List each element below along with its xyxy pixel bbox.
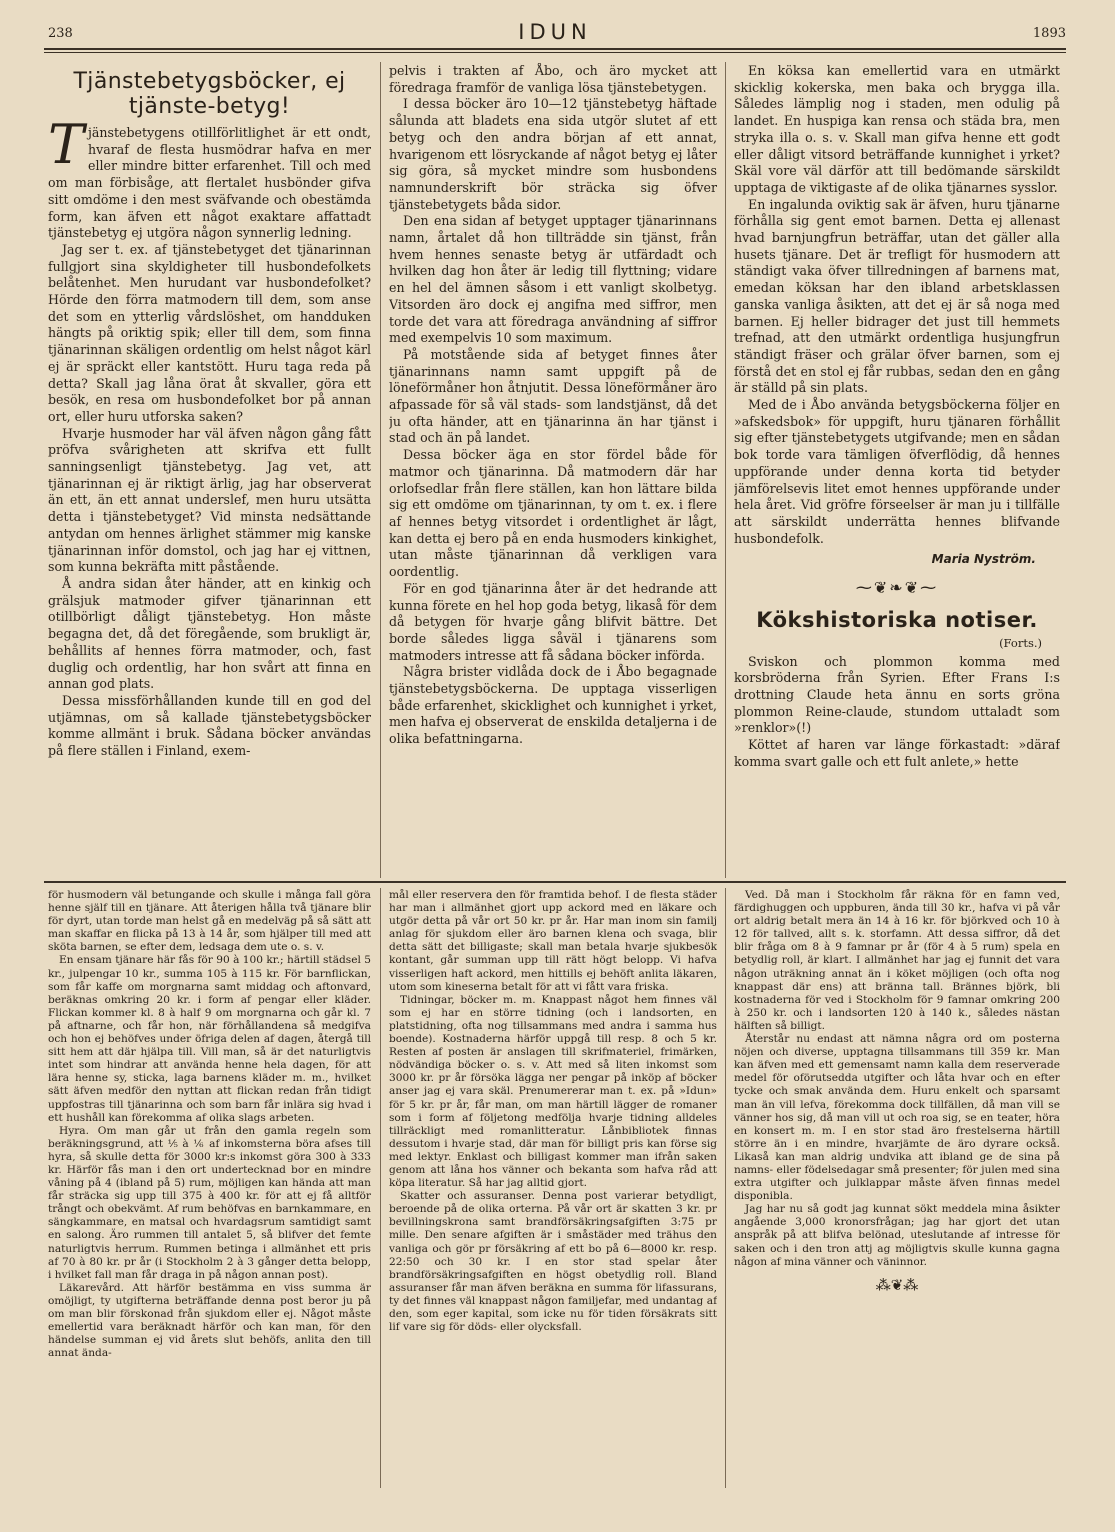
budget-column-3 [734, 889, 1060, 1497]
article-paragraph: Den ena sidan af betyget upptager tjänarinnans namn, årtalet då hon tillträdde sin tjänst, från hvem hennes senaste betyg är utfärdadt och hvilken dag hon åter är ledig till flyttning; vidare en hel del ämnen såsom i ett vanligt skolbetyg. Vitsorden äro dock ej angifna med siffror, men torde det vara att föredraga användning af siffror med exempelvis 10 som maximum. [389, 213, 717, 346]
budget-paragraph: En ensam tjänare här fås för 90 à 100 kr.; härtill städsel 5 kr., julpengar 10 kr., summa 105 à 115 kr. För barnflickan, som får kaffe om morgnarna samt middag och aftonvard, beräknas omkring 20 kr. i form af pengar eller kläder. Flickan kommer kl. 8 à half 9 om morgnarna och går kl. 7 på aftnarne, och får hon, när förhållandena så medgifva och hon ej behöfves under öfriga delen af dagen, återgå till sitt hem att där hjälpa till. Vill man, så är det naturligtvis intet som hindrar att använda henne hela dagen, för att lära henne sy, sticka, laga barnens kläder m. m., hvilket sätt äfven medför den nyttan att flickan redan från tidigt uppfostras till tjänarinna och som barn får inlära sig hvad i ett hushåll kan förekomma af olika slags arbeten. [48, 954, 371, 1124]
article-paragraph: På motstående sida af betyget finnes åter tjänarinnans namn samt uppgift på de löneförmåner hon åtnjutit. Dessa löneförmåner äro afpassade för så väl stads- som landstjänst, då det ju ofta händer, att en tjänarinna än har tjänst i stad och än på landet. [389, 346, 717, 446]
article-paragraph: En köksa kan emellertid vara en utmärkt skicklig kokerska, men baka och brygga illa. Således lämplig nog i staden, men odulig på landet. En huspiga kan rensa och städa bra, men stryka illa o. s. v. Skall man gifva henne ett godt eller dåligt vitsord beträffande kunnighet i yrket? Skäl vore väl därför att till bedömande särskildt upptaga de viktigaste af de olika tjänarnes sysslor. [734, 63, 1060, 195]
article-paragraph: Å andra sidan åter händer, att en kinkig och grälsjuk matmoder gifver tjänarinnan ett otillbörligt dåligt tjänstebetyg. Hon måste begagna det, då det föregående, som brukligt är, behållits af hennes förra matmoder, och, fast duglig och ordentlig, har hon svårt att finna en annan god plats. [48, 575, 371, 692]
column-divider [380, 888, 381, 1488]
article-paragraph: En ingalunda oviktig sak är äfven, huru tjänarne förhålla sig gent emot barnen. Detta ej allenast hvad barnjungfrun beträffar, utan det gäller alla husets tjänare. Det är trefligt för husmodern att ständigt vaka öfver tillredningen af barnens mat, emedan köksan har den ibland arbetsklassen ganska vanliga åsikten, att det ej är så noga med barnen. Ej heller bidrager det just till hemmets trefnad, att den utmärkt ordentliga husjungfrun ständigt fräser och grälar öfver barnen, som ej förstå det en stol ej får rubbas, sedan den en gång är ställd på sin plats. [734, 196, 1060, 396]
article-paragraph: I dessa böcker äro 10—12 tjänstebetyg häftade sålunda att bladets ena sida utgör slutet af ett betyg och den andra början af ett annat, hvarigenom ett lösryckande af något betyg ej låter sig göra, så mycket mindre som husbondens namnunderskrift bör sträcka sig öfver tjänstebetygets båda sidor. [389, 96, 717, 212]
budget-paragraph: Ved. Då man i Stockholm får räkna för en famn ved, färdighuggen och uppburen, ända till 30 kr., hafva vi på vår ort aldrig betalt mera än 14 à 16 kr. för björkved och 10 à 12 för tallved, allt s. k. storfamn. Att dessa siffror, då det blir fråga om 8 à 9 famnar pr år (för 4 à 5 rum) spela en betydlig roll, är klart. I allmänhet har jag ej funnit det vara någon uträkning annat än i köket möjligen (och ofta nog knappast där ens) att bränna tall. Brännes björk, bli kostnaderna för ved i Stockholm för 9 famnar omkring 200 à 250 kr. och i landsorten 120 à 140 k., således nästan hälften så billigt. [734, 889, 1060, 1032]
masthead-title: IDUN [518, 20, 592, 44]
drop-cap: T [48, 113, 85, 176]
header-rule-thin [44, 52, 1066, 53]
column-divider [725, 888, 726, 1488]
article-paragraph: pelvis i trakten af Åbo, och äro mycket att föredraga framför de vanliga lösa tjänstebetygen. [389, 63, 717, 95]
article-paragraph: För en god tjänarinna åter är det hedrande att kunna förete en hel hop goda betyg, likaså för dem då betygen för hvarje gång blifvit bättre. Det borde således ligga såväl i tjänarens som matmoders intresse att få sådana böcker införda. [389, 580, 717, 663]
author-signature: Maria Nyström. [931, 552, 1036, 567]
budget-paragraph: Tidningar, böcker m. m. Knappast något hem finnes väl som ej har en större tidning (och i landsorten, en platstidning, ofta nog tillsammans med andra i samma hus boende). Kostnaderna härför uppgå till resp. 8 och 5 kr. Resten af posten är anslagen till skrifmateriel, frimärken, nödvändiga böcker o. s. v. Att med så liten inkomst som 3000 kr. pr år försöka lägga ner pengar på inköp af böcker anser jag ej vara skäl. Prenumererar man t. ex. på »Idun» för 5 kr. pr år, får man, om man härtill lägger de romaner som i form af följetong medfölja hvarje tidning alldeles tillräckligt med romanlitteratur. Lånbibliotek finnas dessutom i hvarje stad, där man för billigt pris kan förse sig med lektyr. Enklast och billigast kommer man ifrån saken genom att låna hos vänner och bekanta som hafva råd att köpa literatur. Så har jag alltid gjort. [389, 993, 717, 1190]
budget-paragraph: för husmodern väl betungande och skulle i många fall göra henne själf till en tjänare. Att återigen hålla två tjänare blir för dyrt, utan torde man helst gå en medelväg på så sätt att man skaffar en flicka på 13 à 14 år, som hjälper till med att sköta barnen, se efter dem, ledsaga dem ute o. s. v. [48, 889, 371, 954]
page-number: 238 [48, 26, 73, 41]
column-divider [725, 62, 726, 878]
article-paragraph: Jag ser t. ex. af tjänstebetyget det tjänarinnan fullgjort sina skyldigheter till husbondefolkets belåtenhet. Men hurudant var husbondefolket? Hörde den förra matmodern till dem, som anse det som en ytterlig vårdslöshet, om handduken hängts på oriktig spik; eller till dem, som finna tjänarinnan skäligen ordentlig om helst något kärl ej är spräckt eller kantstött. Huru taga reda på detta? Skall jag låna örat åt skvaller, göra ett besök, en resa om husbondefolket bor på annan ort, eller huru utforska saken? [48, 241, 371, 424]
publication-year: 1893 [1032, 26, 1066, 41]
budget-paragraph: mål eller reservera den för framtida behof. I de flesta städer har man i allmänhet gjort upp ackord med en läkare och utgör detta på vår ort 50 kr. pr år. Har man inom sin familj anlag för sjukdom eller äro barnen klena och svaga, blir detta sätt det billigaste; skall man betala hvarje sjukbesök kontant, går summan upp till rätt högt belopp. Vi hafva visserligen haft ackord, men hittills ej behöft anlita läkaren, utom som kineserna betalt för att vi fått vara friska. [389, 889, 717, 993]
section-title: Kökshistoriska notiser. [756, 607, 1038, 632]
article-first-paragraph: T jänstebetygens otillförlitlighet är ett ondt, hvaraf de flesta husmödrar hafva en mer eller mindre bitter erfarenhet. Till och med om man förbisåge, att flertalet husbönder gifva sitt omdöme i den mest sväfvande och obestämda form, kan äfven ett något exaktare affattadt tjänstebetyg ej utgöra någon synnerlig ledning. [48, 113, 371, 241]
section-separator-rule [44, 881, 1066, 883]
header-rule-thick [44, 48, 1066, 50]
budget-paragraph: Jag har nu så godt jag kunnat sökt meddela mina åsikter angående 3,000 kronorsfrågan; jag har gjort det utan anspråk på att blifva belönad, uteslutande af intresse för saken och i den tron attj ag möjligtvis skulle kunna gagna någon af mina vänner och väninnor. [734, 1203, 1060, 1268]
section-ornament: ⁓❦❧❦⁓ [855, 578, 939, 598]
section-paragraph: Köttet af haren var länge förkastadt: »däraf komma svart galle och ett fult anlete,» hette [734, 737, 1060, 769]
article-paragraph: Hvarje husmoder har väl äfven någon gång fått pröfva svårigheten att skrifva ett fullt sanningsenligt tjänstebetyg. Jag vet, att tjänarinnan ej är riktigt ärlig, jag har observerat än ett, än ett annat underslef, men huru utsätta detta i tjänstebetyget? Vid minsta nedsättande antydan om hennes ärlighet stämmer mig kanske tjänarinnan inför domstol, och jag har ej vittnen, som kunna bekräfta mitt påstående. [48, 425, 371, 575]
continued-label: (Forts.) [999, 635, 1042, 650]
budget-paragraph: Hyra. Om man går ut från den gamla regeln som beräkningsgrund, att ⅕ à ⅙ af inkomsterna böra afses till hyra, så skulle detta för 3000 kr:s inkomst göra 300 à 333 kr. Härför fås man i den ort undertecknad bor en mindre våning på 4 (ibland på 5) rum, möjligen kan hända att man får sträcka sig upp till 375 à 400 kr. för att ej få alltför trångt och obekvämt. Af rum behöfvas en barnkammare, en sängkammare, en matsal och hvardagsrum samtidigt samt en salong. Äro rummen till antalet 5, så blifver det femte naturligtvis herrum. Rummen betinga i allmänhet ett pris af 70 à 80 kr. pr år (i Stockholm 2 à 3 gånger detta belopp, i hvilket fall man får draga in på någon annan post). [48, 1124, 371, 1281]
budget-paragraph: Läkarevård. Att härför bestämma en viss summa är omöjligt, ty utgifterna beträffande denna post beror ju på om man blir förskonad från sjukdom eller ej. Något måste emellertid vara beräknadt härför och kan man, för den händelse summan ej vid årets slut behöfs, anlita den till annat ända- [48, 1281, 371, 1360]
budget-column-1 [48, 889, 371, 1497]
article-title: Tjänstebetygsböcker, ej tjänste-betyg! [73, 69, 346, 119]
budget-column-2 [389, 889, 717, 1497]
article-paragraph: Dessa böcker äga en stor fördel både för matmor och tjänarinna. Då matmodern där har orlofsedlar från flere ställen, kan hon lättare bilda sig ett omdöme om tjänarinnan, ty om t. ex. i flere af hennes betyg vitsordet i ordentlighet är lågt, kan detta ej bero på en enda husmoders kinkighet, utan måste tjänarinnan då verkligen vara oordentlig. [389, 447, 717, 580]
article-column-3 [734, 63, 1060, 881]
article-paragraph: Med de i Åbo använda betygsböckerna följer en »afskedsbok» för uppgift, huru tjänaren förhållit sig efter tjänstebetygets utgifvande; men en sådan bok torde vara tämligen öfverflödig, då hennes uppförande under denna korta tid betyder jämförelsevis litet emot hennes uppförande under hela året. Vid gröfre förseelser är man ju i tillfälle att särskildt underrätta hennes blifvande husbondefolk. [734, 397, 1060, 546]
budget-paragraph: Återstår nu endast att nämna några ord om posterna nöjen och diverse, upptagna tillsammans till 359 kr. Man kan äfven med ett gemensamt namn kalla dem reserverade medel för oförutsedda utgifter och låta hvar och en efter tycke och smak använda dem. Huru enkelt och sparsamt man än vill lefva, förekomma dock tillfällen, då man vill se vänner hos sig, då man vill ut och roa sig, se en teater, höra en konsert m. m. I en stor stad äro frestelserna härtill större än i en mindre, hvarjämte de äro dyrare också. Likaså kan man aldrig undvika att ibland ge de sina på namns- eller födelsedagar små presenter; för julen med sina extra utgifter och julklappar måste äfven finnas medel disponibla. [734, 1033, 1060, 1203]
section-paragraph: Sviskon och plommon komma med korsbröderna från Syrien. Efter Frans I:s drottning Claude heta ännu en sorts gröna plommon Reine-claude, stundom uttaladt som »renklor»(!) [734, 653, 1060, 736]
closing-ornament: ⁂❦⁂ [875, 1275, 919, 1294]
article-paragraph: Några brister vidlåda dock de i Åbo begagnade tjänstebetygsböckerna. De upptaga visserligen både erfarenhet, skicklighet och kunnighet i yrket, men hafva ej observerat de enskilda detaljerna i de olika befattningarna. [389, 664, 717, 747]
page-header [40, 20, 1070, 48]
column-divider [380, 62, 381, 878]
article-column-2 [389, 63, 717, 881]
article-column-1 [48, 63, 371, 881]
budget-paragraph: Skatter och assuranser. Denna post varierar betydligt, beroende på de olika orterna. På vår ort är skatten 3 kr. pr bevillningskrona samt brandförsäkringsafgiften 3:75 pr mille. Den senare afgiften är i småstäder med trähus den vanliga och gör pr försäkring af ett bo på 6—8000 kr. resp. 22:50 och 30 kr. I en stor stad spelar åter brandförsäkringsafgiften en högst obetydlig roll. Bland assuranser får man äfven beräkna en summa för lifassurans, ty det finnes väl knappast någon familjefar, med undantag af den, som eger kapital, som icke nu för tiden försäkrats sitt lif vare sig för döds- eller olycksfall. [389, 1190, 717, 1334]
article-paragraph: Dessa missförhållanden kunde till en god del utjämnas, om så kallade tjänstebetygsböcker komme allmänt i bruk. Sådana böcker användas på flere ställen i Finland, exem- [48, 692, 371, 759]
